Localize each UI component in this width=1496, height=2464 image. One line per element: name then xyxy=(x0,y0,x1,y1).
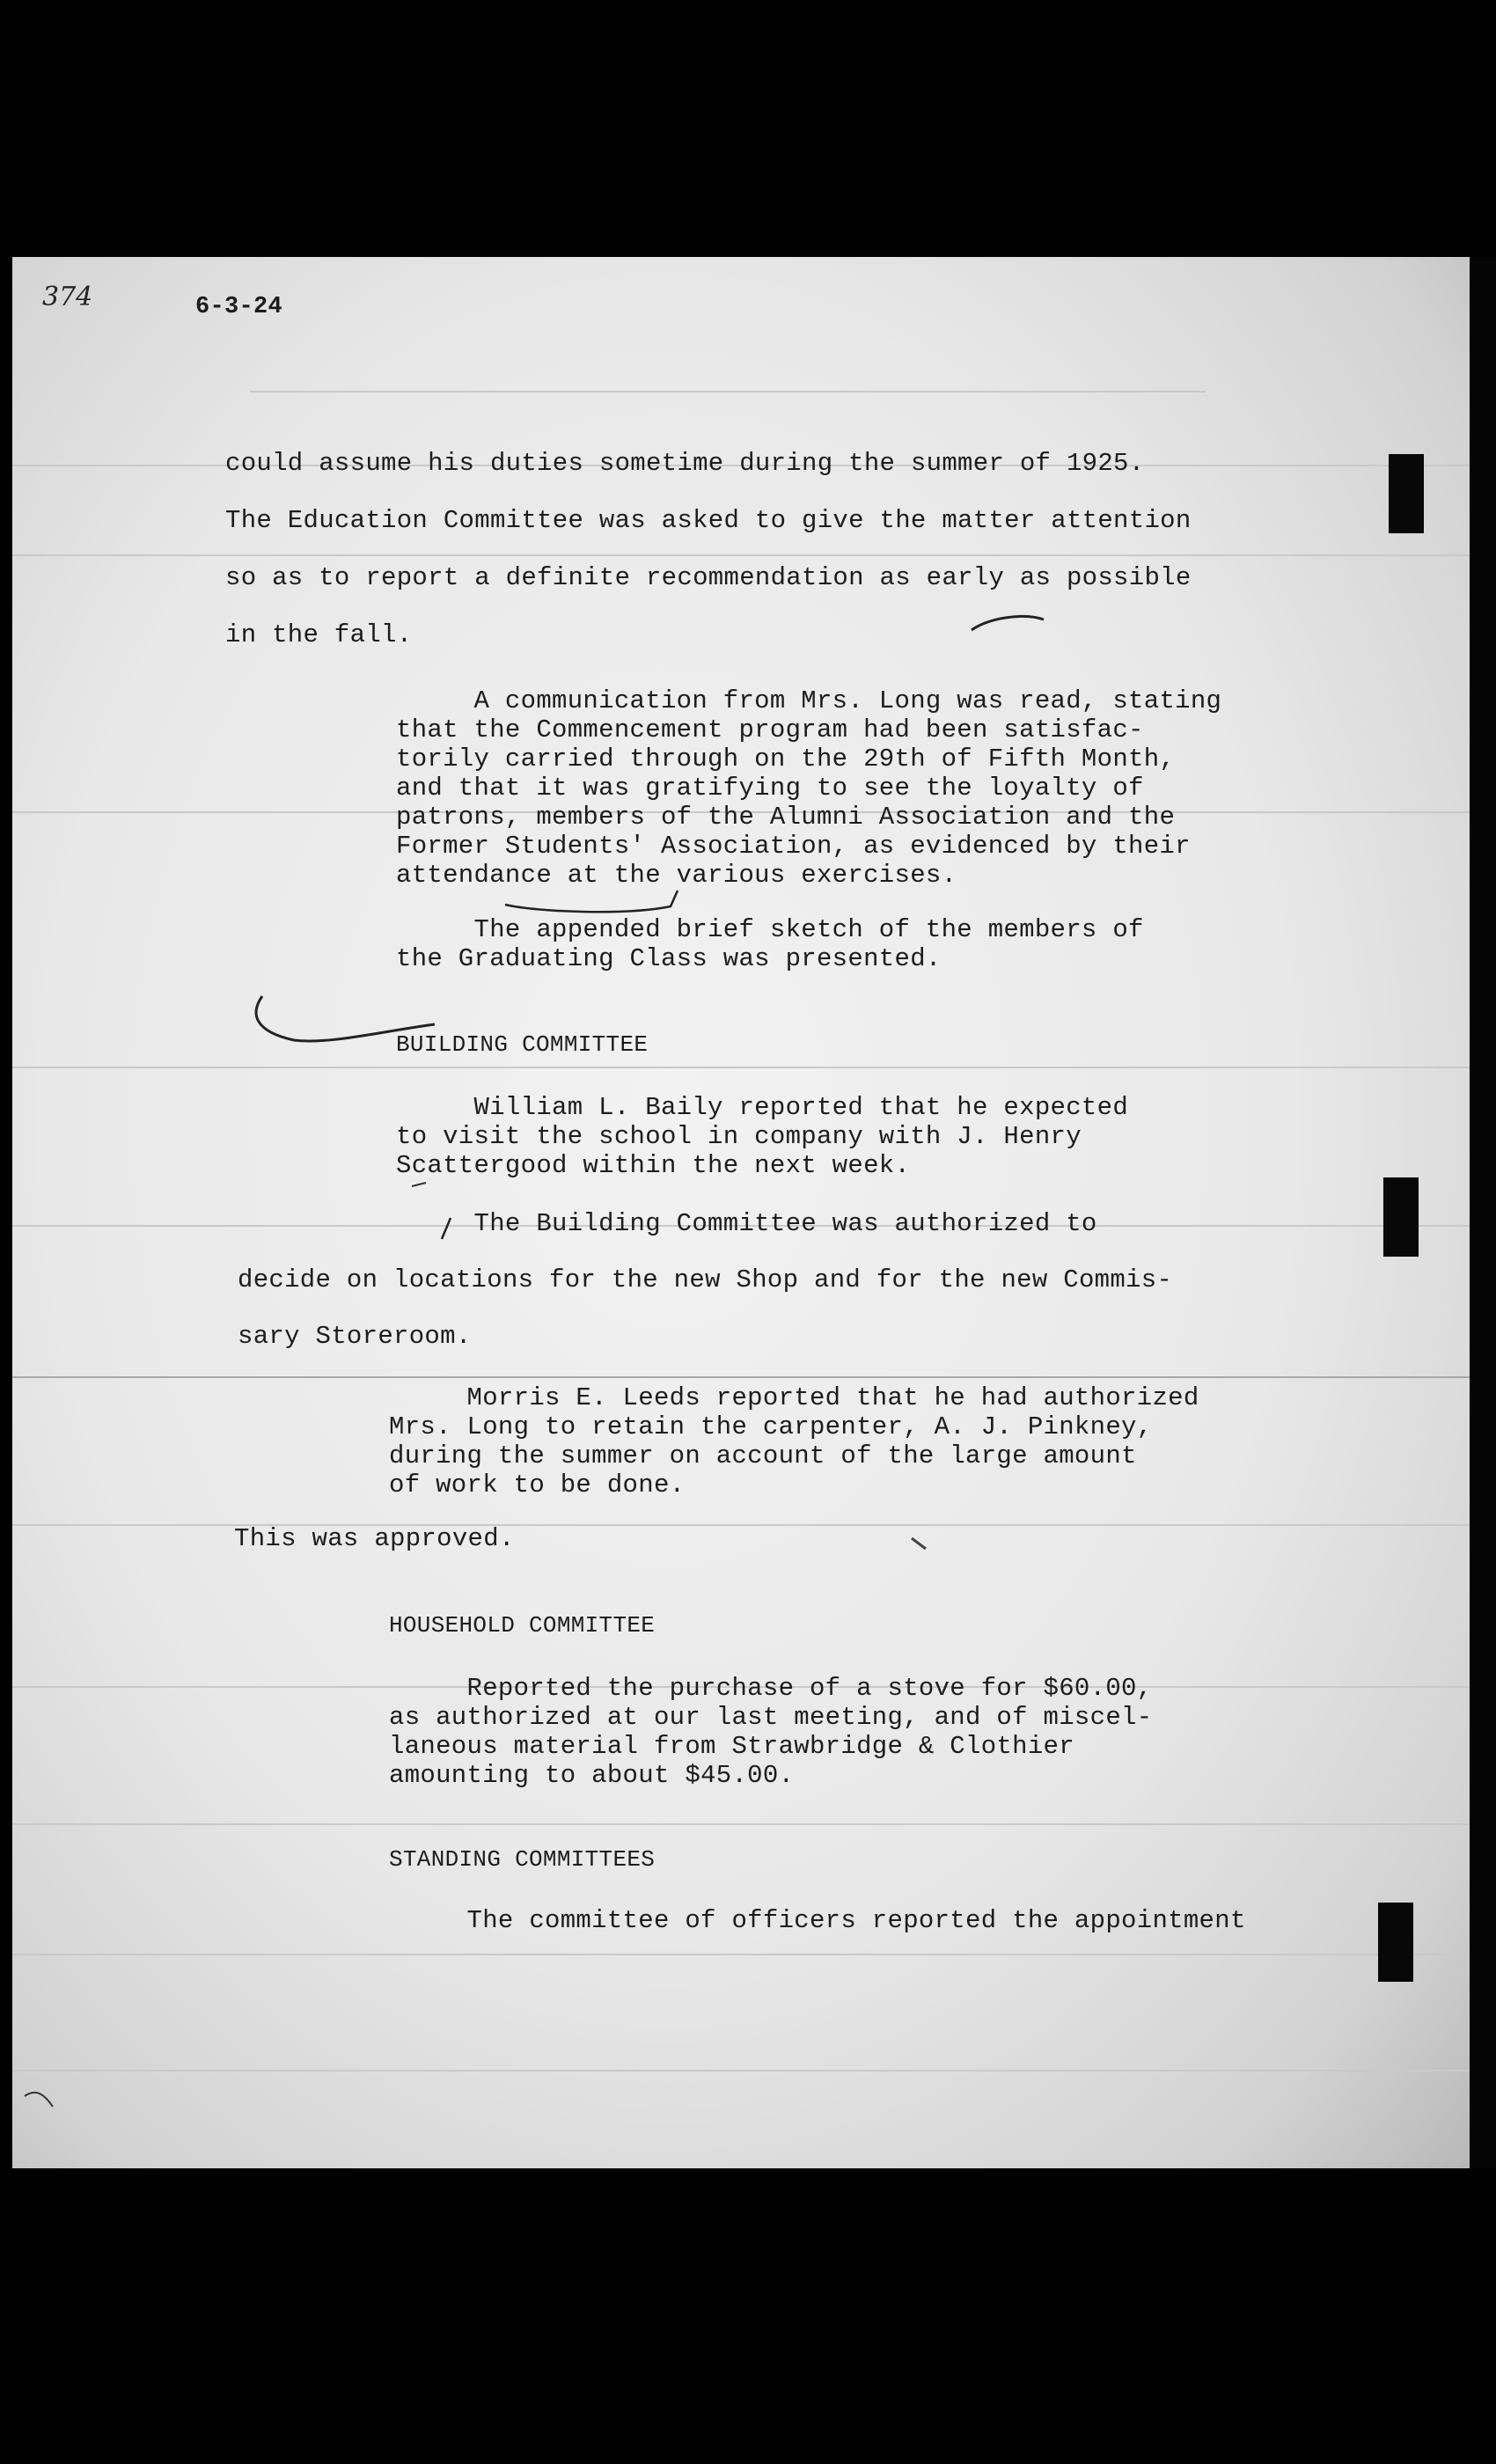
section-heading-household-committee: HOUSEHOLD COMMITTEE xyxy=(389,1612,656,1639)
section-heading-standing-committees: STANDING COMMITTEES xyxy=(389,1846,656,1873)
text-line: torily carried through on the 29th of Fifth Month, xyxy=(396,744,1176,774)
handwritten-page-number: 374 xyxy=(42,282,93,312)
pencil-marks xyxy=(12,257,1470,2168)
text-line: amounting to about $45.00. xyxy=(389,1761,795,1790)
registration-marker xyxy=(1378,1903,1413,1982)
text-line: The appended brief sketch of the members of xyxy=(396,915,1144,944)
section-heading-building-committee: BUILDING COMMITTEE xyxy=(396,1031,649,1058)
text-line: attendance at the various exercises. xyxy=(396,861,957,890)
text-line: that the Commencement program had been satisfac- xyxy=(396,715,1144,744)
text-line: William L. Baily reported that he expected xyxy=(396,1093,1129,1122)
text-line: Scattergood within the next week. xyxy=(396,1151,911,1180)
text-line: Former Students' Association, as evidenced by their xyxy=(396,832,1191,861)
text-line: Reported the purchase of a stove for $60.00, xyxy=(389,1674,1153,1703)
film-edge xyxy=(1470,257,1496,2168)
text-line: in the fall. xyxy=(225,620,413,649)
text-line: the Graduating Class was presented. xyxy=(396,944,942,973)
text-line: to visit the school in company with J. Henry xyxy=(396,1122,1082,1151)
text-line: patrons, members of the Alumni Association and the xyxy=(396,803,1176,832)
text-line: of work to be done. xyxy=(389,1470,686,1500)
document-page xyxy=(12,257,1470,2168)
text-line: A communication from Mrs. Long was read, stating xyxy=(396,686,1222,715)
text-line: could assume his duties sometime during the summer of 1925. xyxy=(225,449,1145,478)
text-line: sary Storeroom. xyxy=(238,1322,472,1351)
text-line: decide on locations for the new Shop and for the new Commis- xyxy=(238,1265,1173,1294)
text-line: Mrs. Long to retain the carpenter, A. J. Pinkney, xyxy=(389,1412,1153,1441)
text-line: so as to report a definite recommendation as early as possible xyxy=(225,563,1192,592)
text-line: The committee of officers reported the appointment xyxy=(389,1906,1246,1935)
text-line: during the summer on account of the large amount xyxy=(389,1441,1137,1470)
page-date: 6-3-24 xyxy=(195,294,283,320)
text-line: The Education Committee was asked to give the matter attention xyxy=(225,506,1192,535)
text-line: This was approved. xyxy=(234,1524,515,1553)
text-line: laneous material from Strawbridge & Clothier xyxy=(389,1732,1074,1761)
text-line: as authorized at our last meeting, and of miscel- xyxy=(389,1703,1153,1732)
text-line: The Building Committee was authorized to xyxy=(396,1209,1097,1238)
registration-marker xyxy=(1383,1177,1419,1257)
text-line: Morris E. Leeds reported that he had authorized xyxy=(389,1383,1199,1412)
text-line: and that it was gratifying to see the loyalty of xyxy=(396,774,1144,803)
registration-marker xyxy=(1389,454,1424,533)
